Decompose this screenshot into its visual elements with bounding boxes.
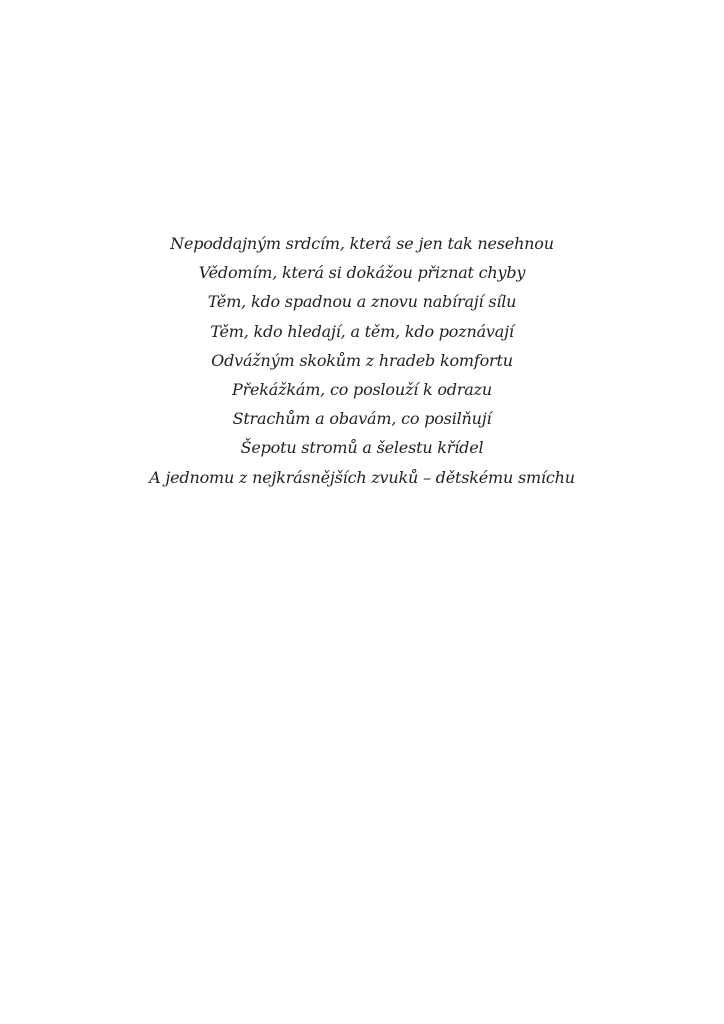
dedication-line: Strachům a obavám, co posilňují: [232, 409, 492, 429]
dedication-poem: [0, 229, 724, 492]
dedication-line: Těm, kdo hledají, a těm, kdo poznávají: [210, 321, 514, 341]
dedication-line: Šepotu stromů a šelestu křídel: [240, 438, 484, 458]
dedication-line: Nepoddajným srdcím, která se jen tak nesehnou: [170, 234, 554, 253]
dedication-line: Vědomím, která si dokážou přiznat chyby: [198, 263, 526, 283]
dedication-line: Odvážným skokům z hradeb komfortu: [211, 350, 513, 370]
dedication-line: Těm, kdo spadnou a znovu nabírají sílu: [207, 292, 517, 312]
dedication-line: Překážkám, co poslouží k odrazu: [232, 380, 492, 400]
dedication-line: A jednomu z nejkrásnějších zvuků – dětskému smíchu: [149, 467, 575, 487]
